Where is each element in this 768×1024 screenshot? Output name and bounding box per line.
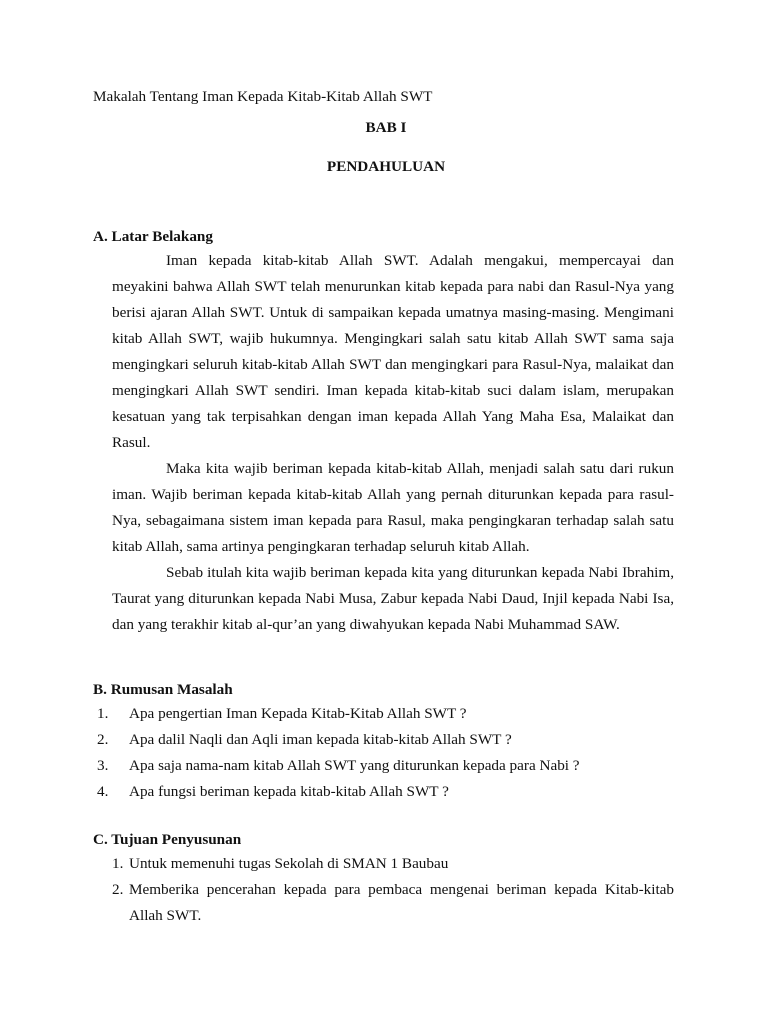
list-text: Apa saja nama-nam kitab Allah SWT yang diturunkan kepada para Nabi ?	[129, 757, 580, 774]
chapter-title: PENDAHULUAN	[326, 158, 446, 175]
list-number: 4.	[97, 783, 109, 800]
section-heading-latar-belakang: A. Latar Belakang	[93, 228, 213, 245]
list-item	[97, 779, 674, 805]
chapter-number: BAB I	[365, 119, 407, 136]
rumusan-masalah-list	[97, 701, 674, 805]
list-item	[97, 753, 674, 779]
list-number: 3.	[97, 757, 109, 774]
list-item	[112, 851, 674, 877]
list-text: Untuk memenuhi tugas Sekolah di SMAN 1 Baubau	[129, 855, 449, 872]
list-number: 1.	[112, 855, 124, 872]
list-text: Apa dalil Naqli dan Aqli iman kepada kitab-kitab Allah SWT ?	[129, 731, 512, 748]
tujuan-penyusunan-list	[112, 851, 674, 929]
list-number: 1.	[97, 705, 109, 722]
list-text: Apa pengertian Iman Kepada Kitab-Kitab Allah SWT ?	[129, 705, 467, 722]
list-item	[112, 877, 674, 929]
list-text: Memberika pencerahan kepada para pembaca mengenai beriman kepada Kitab-kitab Allah SWT.	[129, 881, 674, 924]
document-title: Makalah Tentang Iman Kepada Kitab-Kitab Allah SWT	[93, 88, 433, 105]
paragraph: Sebab itulah kita wajib beriman kepada kita yang diturunkan kepada Nabi Ibrahim, Taurat yang diturunkan kepada Nabi Musa, Zabur kepada Nabi Daud, Injil kepada Nabi Isa, dan yang terakhir kitab al-qur’an yang diwahyukan kepada Nabi Muhammad SAW.	[112, 564, 674, 633]
list-number: 2.	[112, 881, 124, 898]
section-heading-tujuan-penyusunan: C. Tujuan Penyusunan	[93, 831, 242, 848]
section-body-latar-belakang	[112, 248, 674, 638]
list-number: 2.	[97, 731, 109, 748]
paragraph: Maka kita wajib beriman kepada kitab-kitab Allah, menjadi salah satu dari rukun iman. Wajib beriman kepada kitab-kitab Allah yang pernah diturunkan kepada para rasul-Nya, sebagaimana sistem iman kepada para Rasul, maka pengingkaran terhadap salah satu kitab Allah, sama artinya pengingkaran terhadap seluruh kitab Allah.	[112, 460, 674, 555]
list-item	[97, 727, 674, 753]
paragraph: Iman kepada kitab-kitab Allah SWT. Adalah mengakui, mempercayai dan meyakini bahwa Allah SWT telah menurunkan kitab kepada para nabi dan Rasul-Nya yang berisi ajaran Allah SWT. Untuk di sampaikan kepada umatnya masing-masing. Mengimani kitab Allah SWT, wajib hukumnya. Mengingkari salah satu kitab Allah SWT sama saja mengingkari seluruh kitab-kitab Allah SWT dan mengingkari para Rasul-Nya, malaikat dan mengingkari Allah SWT sendiri. Iman kepada kitab-kitab suci dalam islam, merupakan kesatuan yang tak terpisahkan dengan iman kepada Allah Yang Maha Esa, Malaikat dan Rasul.	[112, 252, 674, 451]
list-text: Apa fungsi beriman kepada kitab-kitab Allah SWT ?	[129, 783, 449, 800]
list-item	[97, 701, 674, 727]
section-heading-rumusan-masalah: B. Rumusan Masalah	[93, 681, 233, 698]
